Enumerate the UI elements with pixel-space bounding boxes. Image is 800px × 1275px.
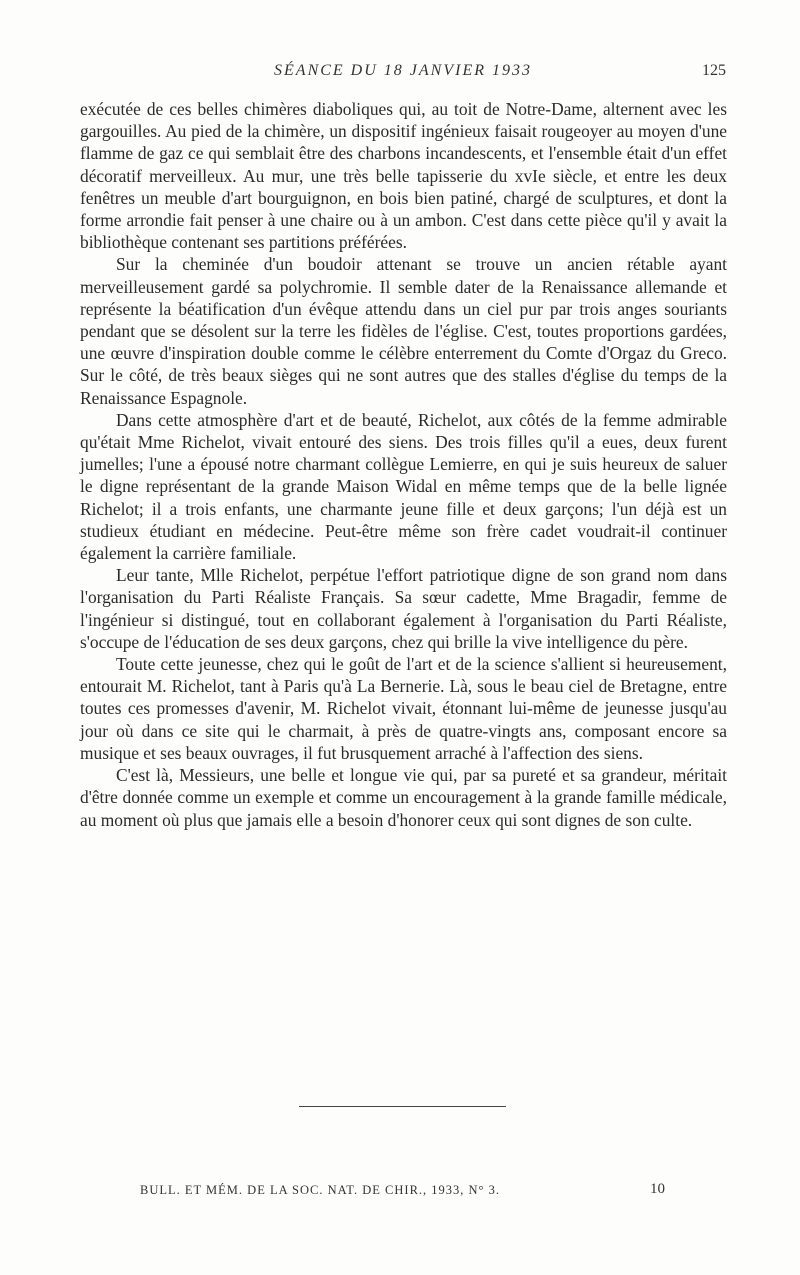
page-number: 125 bbox=[702, 62, 726, 79]
paragraph: Sur la cheminée d'un boudoir attenant se trouve un ancien rétable ayant merveilleusement gardé sa polychromie. Il semble dater de la Renaissance allemande et représente la béatification d'un évêque attendu dans un ciel pur par trois anges souriants pendant que se désolent sur la terre les fidèles de l'église. C'est, toutes proportions gardées, une œuvre d'inspiration double comme le célèbre enterrement du Comte d'Orgaz du Greco. Sur le côté, de très beaux sièges qui ne sont autres que des stalles d'église du temps de la Renaissance Espagnole. bbox=[80, 254, 727, 408]
paragraph: exécutée de ces belles chimères diaboliques qui, au toit de Notre-Dame, alternent avec les gargouilles. Au pied de la chimère, un dispositif ingénieux faisait rougeoyer au moyen d'une flamme de gaz ce qui semblait être des charbons incandescents, et l'ensemble était d'un effet décoratif merveilleux. Au mur, une très belle tapisserie du xvIe siècle, et entre les deux fenêtres un meuble d'art bourguignon, en bois bien patiné, chargé de sculptures, et dont la forme arrondie fait penser à une chaire ou à un ambon. C'est dans cette pièce qu'il y avait la bibliothèque contenant ses partitions préférées. bbox=[80, 99, 727, 253]
paragraph: Dans cette atmosphère d'art et de beauté, Richelot, aux côtés de la femme admirable qu'était Mme Richelot, vivait entouré des siens. Des trois filles qu'il a eues, deux furent jumelles; l'une a épousé notre charmant collègue Lemierre, en qui je suis heureux de saluer le digne représentant de la grande Maison Widal en même temps que de la belle lignée Richelot; il a trois enfants, une charmante jeune fille et deux garçons; l'un déjà est un studieux étudiant en médecine. Peut-être même son frère cadet voudrait-il continuer également la carrière familiale. bbox=[80, 409, 727, 564]
running-head bbox=[80, 62, 726, 86]
footer bbox=[140, 1183, 665, 1203]
section-rule bbox=[299, 1106, 506, 1107]
body-text bbox=[80, 98, 727, 831]
paragraph: Leur tante, Mlle Richelot, perpétue l'effort patriotique digne de son grand nom dans l'organisation du Parti Réaliste Français. Sa sœur cadette, Mme Bragadir, femme de l'ingénieur si distingué, tout en collaborant également à l'organisation du Parti Réaliste, s'occupe de l'éducation de ses deux garçons, chez qui brille la vive intelligence du père. bbox=[80, 565, 727, 652]
paragraph: C'est là, Messieurs, une belle et longue vie qui, par sa pureté et sa grandeur, méritait d'être donnée comme un exemple et comme un encouragement à la grande famille médicale, au moment où plus que jamais elle a besoin d'honorer ceux qui sont dignes de son culte. bbox=[80, 765, 727, 830]
paragraph: Toute cette jeunesse, chez qui le goût de l'art et de la science s'allient si heureusement, entourait M. Richelot, tant à Paris qu'à La Bernerie. Là, sous le beau ciel de Bretagne, entre toutes ces promesses d'avenir, M. Richelot vivait, étonnant lui-même de jeunesse jusqu'au jour où dans ce site qui le charmait, à près de quatre-vingts ans, composant encore sa musique et ses beaux ouvrages, il fut brusquement arraché à l'affection des siens. bbox=[80, 654, 727, 763]
footer-citation: BULL. ET MÉM. DE LA SOC. NAT. DE CHIR., 1933, N° 3. bbox=[140, 1183, 501, 1197]
signature-mark: 10 bbox=[650, 1181, 665, 1197]
running-title: SÉANCE DU 18 JANVIER 1933 bbox=[274, 62, 532, 79]
